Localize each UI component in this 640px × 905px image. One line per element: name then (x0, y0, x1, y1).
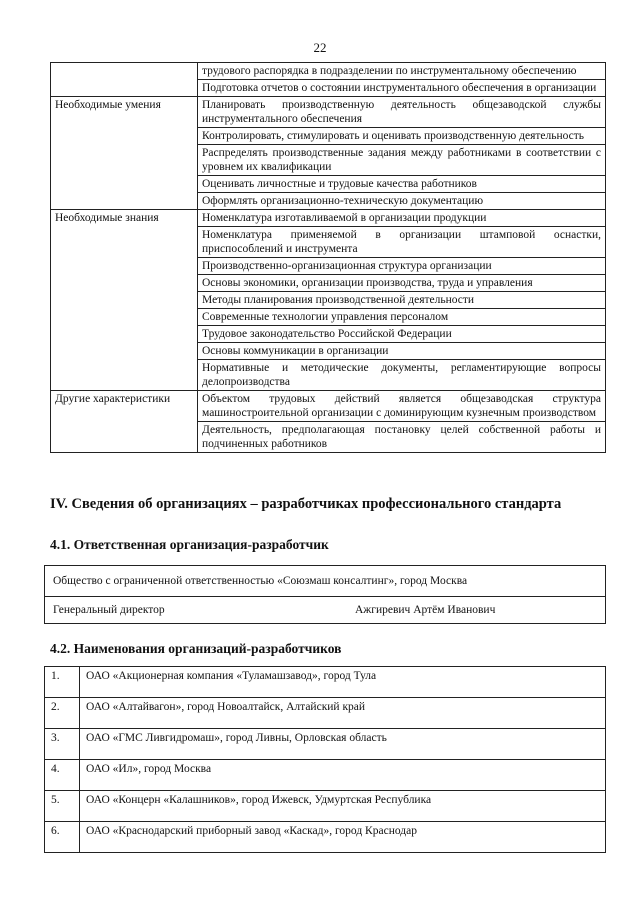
table-row (51, 391, 606, 422)
category-cell: Необходимые знания (51, 210, 198, 391)
developer-row (45, 822, 606, 853)
item-cell: Трудовое законодательство Российской Федерации (198, 326, 606, 343)
characteristics-table (50, 62, 606, 453)
item-cell: Оценивать личностные и трудовые качества работников (198, 176, 606, 193)
developer-row (45, 760, 606, 791)
developer-row (45, 791, 606, 822)
item-cell: Оформлять организационно-техническую документацию (198, 193, 606, 210)
category-cell: Необходимые умения (51, 97, 198, 210)
director-name: Ажгиревич Артём Иванович (355, 604, 496, 616)
developer-row (45, 729, 606, 760)
item-cell: Нормативные и методические документы, регламентирующие вопросы делопроизводства (198, 360, 606, 391)
developer-name: ОАО «Акционерная компания «Туламашзавод», город Тула (80, 667, 606, 698)
developer-name: ОАО «Краснодарский приборный завод «Каскад», город Краснодар (80, 822, 606, 853)
developer-number: 5. (45, 791, 80, 822)
item-cell: Номенклатура применяемой в организации штамповой оснастки, приспособлений и инструмента (198, 227, 606, 258)
developer-name: ОАО «Ил», город Москва (80, 760, 606, 791)
item-cell: Основы коммуникации в организации (198, 343, 606, 360)
divider (45, 596, 605, 597)
section-title: IV. Сведения об организациях – разработчиках профессионального стандарта (50, 496, 562, 512)
developer-number: 3. (45, 729, 80, 760)
table-row (51, 63, 606, 80)
developer-name: ОАО «ГМС Ливгидромаш», город Ливны, Орловская область (80, 729, 606, 760)
responsible-organization-box (44, 565, 606, 624)
item-cell: трудового распорядка в подразделении по инструментальному обеспечению (198, 63, 606, 80)
director-role: Генеральный директор (53, 604, 165, 616)
developer-number: 1. (45, 667, 80, 698)
developer-row (45, 698, 606, 729)
item-cell: Подготовка отчетов о состоянии инструментального обеспечения в организации (198, 80, 606, 97)
item-cell: Номенклатура изготавливаемой в организации продукции (198, 210, 606, 227)
item-cell: Деятельность, предполагающая постановку целей собственной работы и подчиненных работников (198, 422, 606, 453)
developers-table (44, 666, 606, 853)
category-cell (51, 63, 198, 97)
developer-number: 2. (45, 698, 80, 729)
item-cell: Основы экономики, организации производства, труда и управления (198, 275, 606, 292)
subsection-title-developers: 4.2. Наименования организаций-разработчиков (50, 641, 342, 656)
table-row (51, 97, 606, 128)
developer-name: ОАО «Концерн «Калашников», город Ижевск, Удмуртская Республика (80, 791, 606, 822)
subsection-title-responsible: 4.1. Ответственная организация-разработчик (50, 537, 329, 552)
category-cell: Другие характеристики (51, 391, 198, 453)
developer-number: 6. (45, 822, 80, 853)
item-cell: Распределять производственные задания между работниками в соответствии с уровнем их квалификации (198, 145, 606, 176)
developer-name: ОАО «Алтайвагон», город Новоалтайск, Алтайский край (80, 698, 606, 729)
developer-number: 4. (45, 760, 80, 791)
item-cell: Современные технологии управления персоналом (198, 309, 606, 326)
item-cell: Контролировать, стимулировать и оценивать производственную деятельность (198, 128, 606, 145)
responsible-org-name: Общество с ограниченной ответственностью «Союзмаш консалтинг», город Москва (53, 575, 468, 587)
item-cell: Производственно-организационная структура организации (198, 258, 606, 275)
item-cell: Объектом трудовых действий является общезаводская структура машиностроительной организации с доминирующим кузнечным производством (198, 391, 606, 422)
table-row (51, 210, 606, 227)
page-number: 22 (313, 40, 327, 55)
item-cell: Методы планирования производственной деятельности (198, 292, 606, 309)
item-cell: Планировать производственную деятельность общезаводской службы инструментального обеспечения (198, 97, 606, 128)
developer-row (45, 667, 606, 698)
